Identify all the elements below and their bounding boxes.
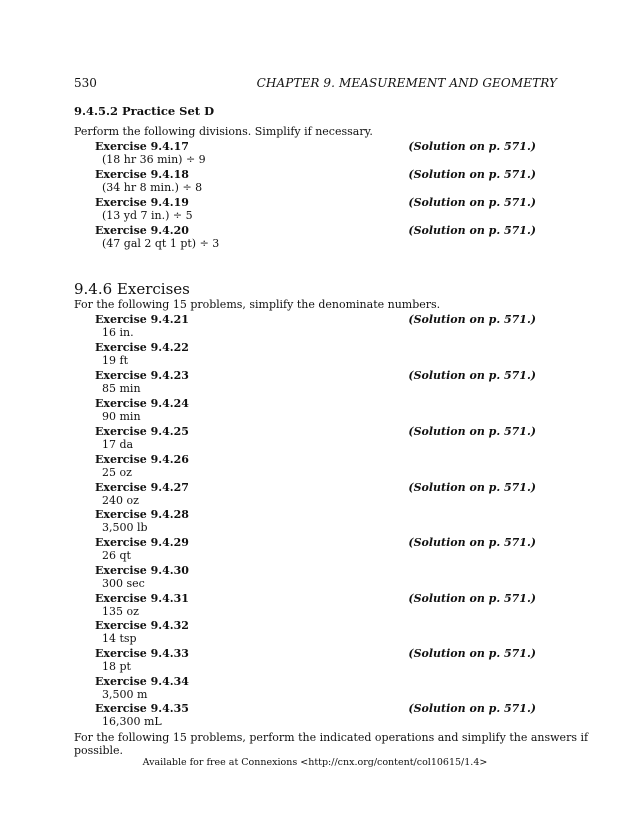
exercise-body: 25 oz xyxy=(102,466,132,479)
exercise-title: Exercise 9.4.27 xyxy=(95,481,189,494)
exercise-body: (34 hr 8 min.) ÷ 8 xyxy=(102,181,203,194)
exercise-body: (13 yd 7 in.) ÷ 5 xyxy=(102,209,193,222)
practice-intro: Perform the following divisions. Simplify if necessary. xyxy=(74,125,373,138)
exercise-title: Exercise 9.4.29 xyxy=(95,536,189,549)
exercise-item xyxy=(95,196,536,224)
exercise-item xyxy=(95,168,536,196)
exercise-body: (47 gal 2 qt 1 pt) ÷ 3 xyxy=(102,237,220,250)
exercise-body: 14 tsp xyxy=(102,632,137,645)
exercise-item xyxy=(95,647,536,675)
chapter-title: CHAPTER 9. MEASUREMENT AND GEOMETRY xyxy=(256,76,557,90)
exercise-body: 16 in. xyxy=(102,326,134,339)
exercise-title: Exercise 9.4.34 xyxy=(95,675,189,688)
exercise-item xyxy=(95,481,536,509)
exercise-item xyxy=(95,341,536,369)
exercise-item xyxy=(95,397,536,425)
exercise-item xyxy=(95,313,536,341)
exercise-item xyxy=(95,508,536,536)
solution-link[interactable]: (Solution on p. 571.) xyxy=(408,536,536,549)
exercise-title: Exercise 9.4.17 xyxy=(95,140,189,153)
exercise-body: 85 min xyxy=(102,382,141,395)
exercise-item xyxy=(95,702,536,730)
solution-link[interactable]: (Solution on p. 571.) xyxy=(408,647,536,660)
exercise-body: 19 ft xyxy=(102,354,128,367)
exercise-title: Exercise 9.4.22 xyxy=(95,341,189,354)
exercise-item xyxy=(95,369,536,397)
exercise-title: Exercise 9.4.21 xyxy=(95,313,189,326)
exercise-title: Exercise 9.4.18 xyxy=(95,168,189,181)
exercise-item xyxy=(95,592,536,620)
exercise-body: 3,500 lb xyxy=(102,521,148,534)
exercise-item xyxy=(95,453,536,481)
exercise-title: Exercise 9.4.26 xyxy=(95,453,189,466)
exercise-title: Exercise 9.4.23 xyxy=(95,369,189,382)
exercise-title: Exercise 9.4.30 xyxy=(95,564,189,577)
exercise-body: 135 oz xyxy=(102,605,139,618)
practice-set-heading: 9.4.5.2 Practice Set D xyxy=(74,104,215,118)
exercise-item xyxy=(95,425,536,453)
solution-link[interactable]: (Solution on p. 571.) xyxy=(408,168,536,181)
exercise-body: 90 min xyxy=(102,410,141,423)
solution-link[interactable]: (Solution on p. 571.) xyxy=(408,702,536,715)
exercise-item xyxy=(95,675,536,703)
exercise-item xyxy=(95,224,536,252)
exercise-title: Exercise 9.4.33 xyxy=(95,647,189,660)
exercise-title: Exercise 9.4.32 xyxy=(95,619,189,632)
exercise-title: Exercise 9.4.31 xyxy=(95,592,189,605)
exercise-item xyxy=(95,619,536,647)
exercises-heading: 9.4.6 Exercises xyxy=(74,280,190,298)
exercise-title: Exercise 9.4.20 xyxy=(95,224,189,237)
exercise-title: Exercise 9.4.24 xyxy=(95,397,189,410)
exercises-intro: For the following 15 problems, simplify the denominate numbers. xyxy=(74,298,441,311)
exercises-outro: For the following 15 problems, perform the indicated operations and simplify the answers if possible. xyxy=(74,731,589,757)
exercise-title: Exercise 9.4.25 xyxy=(95,425,189,438)
exercise-body: 240 oz xyxy=(102,494,139,507)
page-number: 530 xyxy=(74,76,97,90)
solution-link[interactable]: (Solution on p. 571.) xyxy=(408,369,536,382)
exercise-body: (18 hr 36 min) ÷ 9 xyxy=(102,153,206,166)
exercise-body: 16,300 mL xyxy=(102,715,162,728)
exercise-title: Exercise 9.4.35 xyxy=(95,702,189,715)
exercise-title: Exercise 9.4.19 xyxy=(95,196,189,209)
exercise-item xyxy=(95,564,536,592)
solution-link[interactable]: (Solution on p. 571.) xyxy=(408,313,536,326)
solution-link[interactable]: (Solution on p. 571.) xyxy=(408,425,536,438)
solution-link[interactable]: (Solution on p. 571.) xyxy=(408,481,536,494)
solution-link[interactable]: (Solution on p. 571.) xyxy=(408,140,536,153)
exercise-body: 300 sec xyxy=(102,577,145,590)
exercise-item xyxy=(95,140,536,168)
running-header xyxy=(74,76,557,92)
solution-link[interactable]: (Solution on p. 571.) xyxy=(408,592,536,605)
exercise-item xyxy=(95,536,536,564)
exercise-body: 18 pt xyxy=(102,660,131,673)
exercise-body: 26 qt xyxy=(102,549,131,562)
solution-link[interactable]: (Solution on p. 571.) xyxy=(408,196,536,209)
solution-link[interactable]: (Solution on p. 571.) xyxy=(408,224,536,237)
exercise-body: 3,500 m xyxy=(102,688,148,701)
exercise-body: 17 da xyxy=(102,438,134,451)
footer-availability[interactable]: Available for free at Connexions <http://cnx.org/content/col10615/1.4> xyxy=(142,757,488,768)
exercise-title: Exercise 9.4.28 xyxy=(95,508,189,521)
